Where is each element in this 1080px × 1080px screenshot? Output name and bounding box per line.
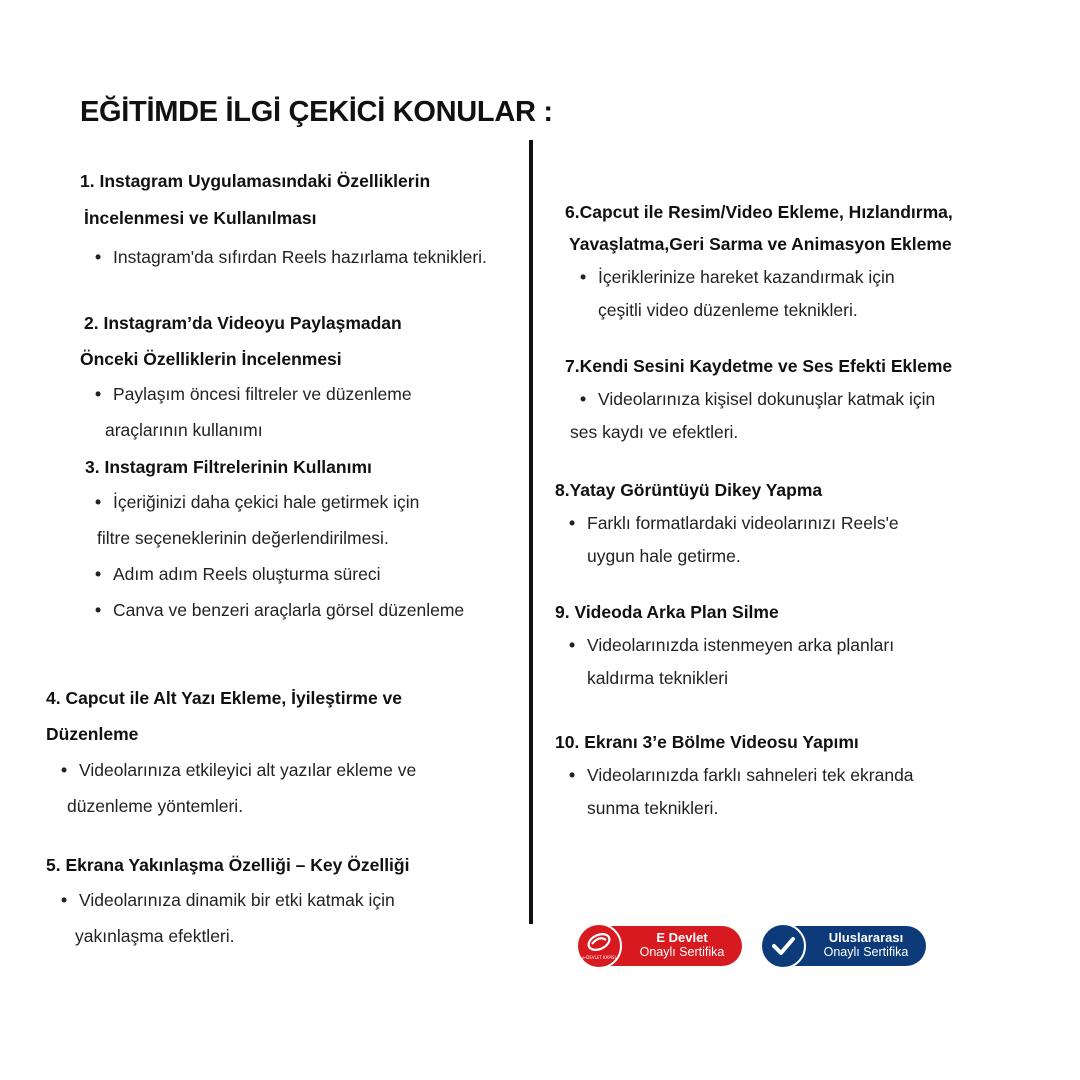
- topic-9-bullet-line2: kaldırma teknikleri: [587, 668, 729, 688]
- topic-10-bullet-line2: sunma teknikleri.: [587, 798, 719, 818]
- page-title: EĞİTİMDE İLGİ ÇEKİCİ KONULAR :: [80, 96, 553, 128]
- topic-6-bullet-line2: çeşitli video düzenleme teknikleri.: [598, 300, 858, 320]
- topic-8-heading: 8.Yatay Görüntüyü Dikey Yapma: [555, 480, 823, 500]
- edevlet-badge-subtitle: Onaylı Sertifika: [639, 945, 725, 959]
- topic-6-bullet: • İçeriklerinize hareket kazandırmak için: [598, 267, 895, 288]
- topic-4-heading-line2: Düzenleme: [46, 724, 139, 744]
- topic-6-heading: 6.Capcut ile Resim/Video Ekleme, Hızlandırma,: [565, 202, 953, 222]
- topic-8-bullet: • Farklı formatlardaki videolarınızı Reels'e: [587, 513, 899, 534]
- topic-4-heading: 4. Capcut ile Alt Yazı Ekleme, İyileştirme ve: [46, 688, 403, 708]
- topic-8-bullet-line2: uygun hale getirme.: [587, 546, 741, 566]
- topic-2-bullet-line2: araçlarının kullanımı: [105, 420, 263, 440]
- topic-9-heading: 9. Videoda Arka Plan Silme: [555, 602, 779, 622]
- topic-7-bullet: • Videolarınıza kişisel dokunuşlar katmak için: [598, 389, 935, 410]
- edevlet-logo-text: e-DEVLET KAPISI: [582, 955, 616, 960]
- topic-4-bullet: • Videolarınıza etkileyici alt yazılar ekleme ve: [79, 760, 416, 781]
- topic-3-bullet-1-line2: filtre seçeneklerinin değerlendirilmesi.: [97, 528, 389, 548]
- topic-2-heading: 2. Instagram’da Videoyu Paylaşmadan: [84, 313, 402, 333]
- topic-5-heading: 5. Ekrana Yakınlaşma Özelliği – Key Özelliği: [46, 855, 410, 875]
- topic-2-heading-line2: Önceki Özelliklerin İncelenmesi: [80, 349, 342, 369]
- topic-1-heading: 1. Instagram Uygulamasındaki Özelliklerin: [80, 171, 431, 191]
- edevlet-certificate-badge: [576, 926, 742, 966]
- topic-1-bullet: • Instagram'da sıfırdan Reels hazırlama teknikleri.: [113, 247, 487, 268]
- column-divider: [529, 140, 533, 924]
- topic-4-bullet-line2: düzenleme yöntemleri.: [67, 796, 244, 816]
- topic-6-heading-line2: Yavaşlatma,Geri Sarma ve Animasyon Ekleme: [569, 234, 952, 254]
- edevlet-badge-text: [628, 931, 736, 959]
- international-certificate-badge: [760, 926, 926, 966]
- topic-10-heading: 10. Ekranı 3’e Bölme Videosu Yapımı: [555, 732, 859, 752]
- checkmark-icon: [760, 923, 806, 969]
- topic-10-bullet: • Videolarınızda farklı sahneleri tek ekranda: [587, 765, 914, 786]
- topic-7-bullet-line2: ses kaydı ve efektleri.: [570, 422, 739, 442]
- topic-3-bullet-1: • İçeriğinizi daha çekici hale getirmek için: [113, 492, 419, 513]
- topic-7-heading: 7.Kendi Sesini Kaydetme ve Ses Efekti Ekleme: [565, 356, 953, 376]
- edevlet-logo-icon: [576, 923, 622, 969]
- topic-3-heading: 3. Instagram Filtrelerinin Kullanımı: [85, 457, 372, 477]
- topic-2-bullet: • Paylaşım öncesi filtreler ve düzenleme: [113, 384, 412, 405]
- intl-badge-text: [812, 931, 920, 959]
- topic-9-bullet: • Videolarınızda istenmeyen arka planları: [587, 635, 894, 656]
- topic-5-bullet-line2: yakınlaşma efektleri.: [75, 926, 235, 946]
- topic-3-bullet-3: • Canva ve benzeri araçlarla görsel düzenleme: [113, 600, 464, 621]
- topic-1-heading-line2: İncelenmesi ve Kullanılması: [84, 208, 317, 228]
- intl-badge-title: Uluslararası: [828, 930, 904, 945]
- intl-badge-subtitle: Onaylı Sertifika: [823, 945, 909, 959]
- edevlet-badge-title: E Devlet: [656, 930, 708, 945]
- topic-3-bullet-2: • Adım adım Reels oluşturma süreci: [113, 564, 380, 585]
- topic-5-bullet: • Videolarınıza dinamik bir etki katmak için: [79, 890, 395, 911]
